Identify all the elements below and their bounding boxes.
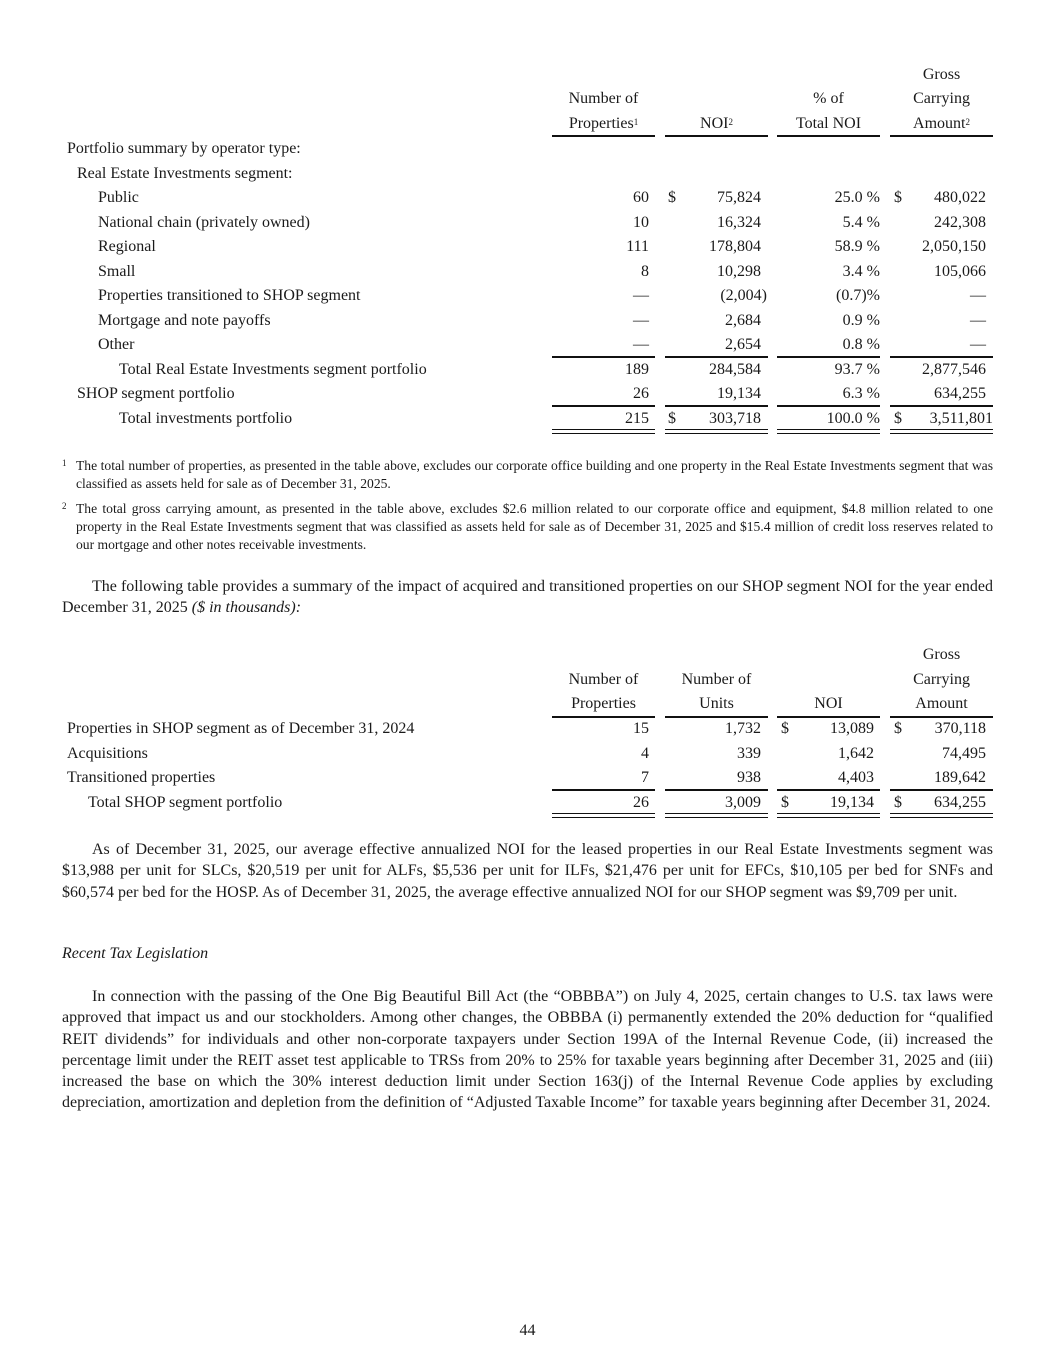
cell-pct: 100.0 % bbox=[826, 409, 880, 427]
footnote-ref-1: 1 bbox=[633, 116, 639, 127]
t1-header-properties-line2 bbox=[552, 112, 655, 137]
row-label: Transitioned properties bbox=[67, 769, 216, 786]
cell-noi: 2,684 bbox=[725, 311, 761, 329]
double-rule bbox=[890, 813, 993, 818]
t2-header-gross-line1: Gross bbox=[922, 646, 961, 663]
cell-noi: 16,324 bbox=[717, 213, 761, 231]
cell-properties: 8 bbox=[641, 262, 649, 280]
t1-section-title bbox=[0, 137, 1055, 162]
t1-title-text: Portfolio summary by operator type: bbox=[67, 140, 301, 157]
cell-currency: $ bbox=[668, 409, 676, 427]
cell-currency: $ bbox=[894, 720, 902, 737]
cell-properties: 189 bbox=[625, 360, 649, 378]
table-row-total bbox=[0, 791, 1055, 816]
cell-properties: 60 bbox=[633, 189, 649, 206]
double-rule bbox=[552, 429, 655, 434]
cell-noi: 1,642 bbox=[838, 744, 874, 762]
section-heading: Recent Tax Legislation bbox=[62, 945, 209, 962]
noi-paragraph-text: As of December 31, 2025, our average effective annualized NOI for the leased properties in our Real Estate Investments segment was $13,988 per unit for SLCs, $20,519 per unit for ALFs, $5,536 per unit for ILFs, $21,476 per unit for EFCs, $10,105 per bed for SNFs and $60,574 per bed for the HOSP. As of December 31, 2025, the average effective annualized NOI for our SHOP segment was $9,709 per unit. bbox=[62, 841, 993, 901]
t2-header-gross-line3: Amount bbox=[915, 695, 968, 712]
intro-text: The following table provides a summary of the impact of acquired and transitioned properties on our SHOP segment NOI for the year ended December 31, 2025 bbox=[62, 578, 993, 617]
cell-currency: $ bbox=[668, 189, 676, 206]
cell-noi: 19,134 bbox=[717, 385, 761, 402]
t1-header-gross-line2: Carrying bbox=[913, 90, 970, 107]
cell-properties: — bbox=[633, 336, 649, 353]
intro-units: ($ in thousands): bbox=[191, 599, 302, 617]
t2-header-noi-text: NOI bbox=[814, 695, 843, 712]
table-row bbox=[0, 211, 1055, 236]
row-label: SHOP segment portfolio bbox=[77, 385, 235, 402]
t1-header-gross bbox=[890, 63, 993, 137]
row-label: Regional bbox=[98, 238, 156, 255]
double-rule bbox=[665, 813, 768, 818]
cell-noi: 4,403 bbox=[838, 769, 874, 786]
row-label: Properties transitioned to SHOP segment bbox=[98, 287, 361, 304]
double-rule bbox=[777, 429, 880, 434]
t2-header-properties-line1: Number of bbox=[568, 670, 639, 688]
row-label: Other bbox=[98, 336, 135, 353]
cell-pct: (0.7)% bbox=[836, 287, 880, 304]
double-rule bbox=[890, 429, 993, 434]
cell-units: 3,009 bbox=[725, 793, 761, 811]
t1-header-gross-line1: Gross bbox=[922, 65, 961, 83]
cell-pct: 3.4 % bbox=[842, 262, 880, 280]
table-row-subtotal bbox=[0, 358, 1055, 383]
double-rule bbox=[665, 429, 768, 434]
t2-header-noi bbox=[777, 692, 880, 717]
footnote-ref-2: 2 bbox=[728, 116, 733, 127]
tax-paragraph-text: In connection with the passing of the One Big Beautiful Bill Act (the “OBBBA”) on July 4, 2025, certain changes to U.S. tax laws were approved that impact us and our stockholders. Among other changes, the OBBBA (i) permanently extended the 20% deduction for “qualified REIT dividends” for individuals and other non-corporate taxpayers under Section 199A of the Internal Revenue Code, (ii) increased the percentage limit under the REIT asset test applicable to TRSs from 20% to 25% for taxable years beginning after December 31, 2025 and (iii) increased the base on which the 30% interest deduction limit under Section 163(j) of the Internal Revenue Code applies by excluding depreciation, amortization and depletion from the definition of “Adjusted Taxable Income” for taxable years beginning after December 31, 2024. bbox=[62, 988, 993, 1112]
row-label: Small bbox=[98, 262, 136, 280]
t1-header-pct-line2: Total NOI bbox=[795, 114, 862, 132]
cell-units: 1,732 bbox=[725, 720, 761, 737]
cell-properties: 215 bbox=[625, 409, 649, 427]
cell-gross: 634,255 bbox=[934, 385, 986, 402]
cell-properties: — bbox=[633, 311, 649, 329]
table-row bbox=[0, 717, 1055, 742]
cell-units: 938 bbox=[737, 769, 761, 786]
cell-gross: — bbox=[970, 287, 986, 304]
cell-properties: 26 bbox=[633, 793, 649, 811]
t1-header-noi bbox=[665, 112, 768, 137]
cell-currency: $ bbox=[894, 409, 902, 427]
cell-noi: 2,654 bbox=[725, 336, 761, 353]
footnote-1 bbox=[62, 457, 993, 493]
t1-header-pct-line1: % of bbox=[813, 90, 844, 107]
cell-pct: 6.3 % bbox=[842, 385, 880, 402]
t1-header-gross-line3 bbox=[890, 112, 993, 137]
cell-properties: 111 bbox=[626, 238, 649, 255]
footnote-mark: 1 bbox=[62, 458, 67, 468]
cell-gross: 370,118 bbox=[934, 720, 986, 737]
cell-properties: 10 bbox=[633, 213, 649, 231]
t1-subsection-title bbox=[0, 162, 1055, 187]
cell-pct: 0.8 % bbox=[842, 336, 880, 353]
row-label: Total Real Estate Investments segment portfolio bbox=[119, 360, 427, 378]
footnote-text: The total gross carrying amount, as presented in the table above, excludes $2.6 million related to our corporate office and equipment, $4.8 million related to one property in the Real Estate Investments segment that was classified as assets held for sale as of December 31, 2025 and $15.4 million of credit loss reserves related to our mortgage and other notes receivable investments. bbox=[76, 501, 993, 552]
double-rule bbox=[777, 813, 880, 818]
cell-pct: 93.7 % bbox=[834, 360, 880, 378]
table-row bbox=[0, 742, 1055, 767]
cell-noi: 10,298 bbox=[717, 262, 761, 280]
cell-gross: 3,511,801 bbox=[929, 409, 993, 427]
cell-gross: — bbox=[970, 336, 986, 353]
table-row bbox=[0, 186, 1055, 211]
cell-currency: $ bbox=[781, 793, 789, 811]
row-label: Properties in SHOP segment as of December 31, 2024 bbox=[67, 720, 415, 737]
cell-gross: 189,642 bbox=[934, 769, 986, 786]
cell-properties: 4 bbox=[641, 744, 649, 762]
row-label: Public bbox=[98, 189, 139, 206]
table-row bbox=[0, 284, 1055, 309]
t1-header-properties-text: Properties bbox=[568, 114, 634, 132]
cell-noi: 303,718 bbox=[709, 409, 761, 427]
cell-pct: 58.9 % bbox=[834, 238, 880, 255]
t1-header-gross-text: Amount bbox=[913, 114, 966, 132]
cell-properties: 7 bbox=[641, 769, 649, 786]
cell-pct: 0.9 % bbox=[842, 311, 880, 329]
cell-gross: — bbox=[970, 311, 986, 329]
page-number: 44 bbox=[519, 1322, 536, 1339]
table-row bbox=[0, 260, 1055, 285]
cell-noi: 178,804 bbox=[709, 238, 761, 255]
table-row bbox=[0, 309, 1055, 334]
cell-properties: 15 bbox=[633, 720, 649, 737]
cell-pct: 5.4 % bbox=[842, 213, 880, 231]
row-label: National chain (privately owned) bbox=[98, 213, 310, 231]
row-label: Total SHOP segment portfolio bbox=[88, 793, 283, 811]
tax-paragraph bbox=[62, 986, 993, 1114]
cell-gross: 242,308 bbox=[934, 213, 986, 231]
t2-header-units-line1: Number of bbox=[681, 670, 752, 688]
cell-currency: $ bbox=[781, 720, 789, 737]
t1-header-noi-text: NOI bbox=[700, 114, 729, 132]
row-label: Total investments portfolio bbox=[119, 409, 293, 427]
footnote-2 bbox=[62, 500, 993, 554]
table-row bbox=[0, 382, 1055, 407]
table-row bbox=[0, 333, 1055, 358]
cell-gross: 480,022 bbox=[934, 189, 986, 206]
cell-currency: $ bbox=[894, 793, 902, 811]
row-label: Mortgage and note payoffs bbox=[98, 311, 271, 329]
t2-header-properties bbox=[552, 668, 655, 717]
intro-paragraph bbox=[62, 576, 993, 619]
row-label: Acquisitions bbox=[67, 744, 148, 762]
t1-header-properties-line1: Number of bbox=[568, 90, 639, 107]
t1-header-properties bbox=[552, 87, 655, 136]
cell-gross: 105,066 bbox=[934, 262, 986, 280]
cell-noi: 19,134 bbox=[830, 793, 874, 811]
footnote-ref-2b: 2 bbox=[965, 116, 970, 127]
cell-noi: 284,584 bbox=[709, 360, 761, 378]
cell-gross: 2,050,150 bbox=[922, 238, 986, 255]
t2-header-units bbox=[665, 668, 768, 717]
table-row bbox=[0, 235, 1055, 260]
double-rule bbox=[552, 813, 655, 818]
cell-currency: $ bbox=[894, 189, 902, 206]
t2-header-units-line2: Units bbox=[699, 695, 734, 712]
t1-header-pct bbox=[777, 87, 880, 136]
noi-paragraph bbox=[62, 839, 993, 903]
cell-noi: (2,004) bbox=[720, 287, 767, 304]
table-row-total bbox=[0, 407, 1055, 432]
cell-gross: 2,877,546 bbox=[922, 360, 986, 378]
t2-header-gross bbox=[890, 643, 993, 717]
cell-gross: 74,495 bbox=[942, 744, 986, 762]
cell-properties: — bbox=[633, 287, 649, 304]
cell-noi: 13,089 bbox=[830, 720, 874, 737]
cell-properties: 26 bbox=[633, 385, 649, 402]
footnote-text: The total number of properties, as presented in the table above, excludes our corporate office building and one property in the Real Estate Investments segment that was classified as assets held for sale as of December 31, 2025. bbox=[76, 458, 993, 491]
cell-noi: 75,824 bbox=[717, 189, 761, 206]
t1-subtitle-text: Real Estate Investments segment: bbox=[77, 164, 293, 182]
footnote-mark: 2 bbox=[62, 501, 67, 511]
cell-gross: 634,255 bbox=[934, 793, 986, 811]
cell-pct: 25.0 % bbox=[834, 189, 880, 206]
table-row bbox=[0, 766, 1055, 791]
t2-header-properties-line2: Properties bbox=[571, 695, 636, 712]
t2-header-gross-line2: Carrying bbox=[913, 670, 970, 688]
cell-units: 339 bbox=[737, 744, 761, 762]
